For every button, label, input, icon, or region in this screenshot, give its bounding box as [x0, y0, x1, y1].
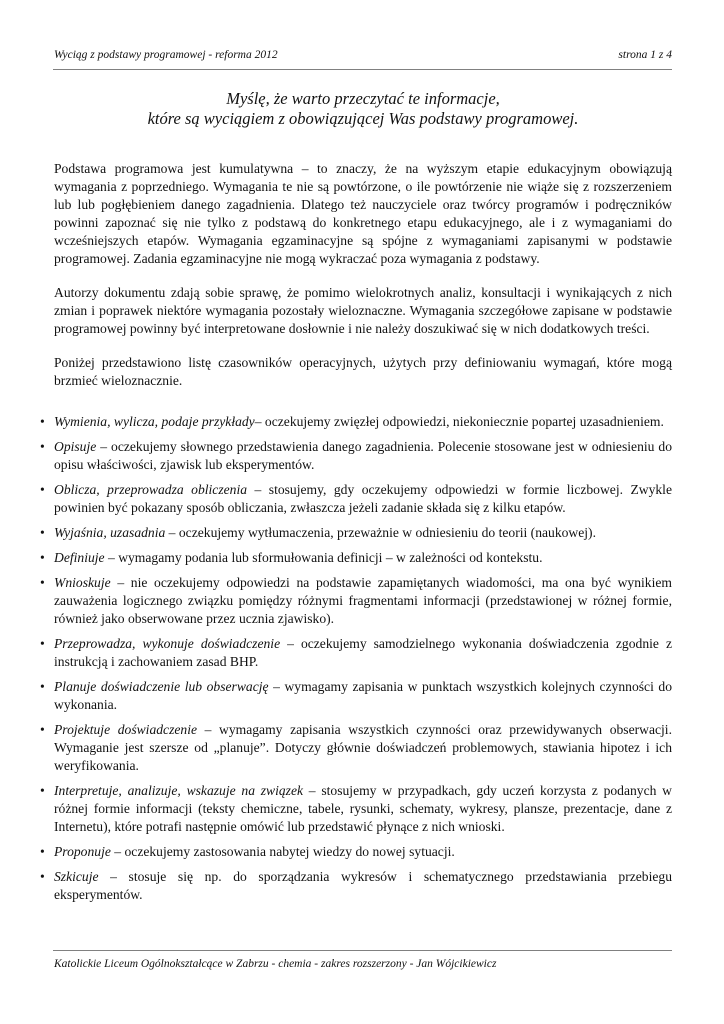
bullet-icon: • — [40, 783, 45, 798]
bullet-icon: • — [40, 575, 45, 590]
bullet-icon: • — [40, 550, 45, 565]
list-item — [40, 868, 672, 904]
verb-term: Definiuje — [54, 550, 105, 565]
header-title: Wyciąg z podstawy programowej - reforma 2012 — [54, 49, 278, 61]
verb-term: Oblicza, przeprowadza obliczenia — [54, 482, 248, 497]
bullet-icon: • — [40, 482, 45, 497]
paragraph-autorzy: Autorzy dokumentu zdają sobie sprawę, że pomimo wielokrotnych analiz, konsultacji i wynikających z nich zmian i poprawek niektóre wymagania pozostały wieloznaczne. Wymagania szczegółowe zapisane w podstawie programowej powinny być interpretowane dosłownie i nie należy doszukiwać się w nich dodatkowych treści. — [54, 285, 672, 336]
list-item — [40, 524, 672, 542]
verb-term: Wnioskuje — [54, 575, 111, 590]
header-divider — [53, 69, 672, 70]
list-item — [40, 843, 672, 861]
verb-term: Projektuje doświadczenie — [54, 722, 198, 737]
intro-line-1: Myślę, że warto przeczytać te informacje, — [226, 89, 500, 108]
footer-divider — [53, 950, 672, 951]
bullet-icon: • — [40, 844, 45, 859]
page-number: strona 1 z 4 — [618, 49, 672, 61]
paragraph-kumulatywna: Podstawa programowa jest kumulatywna – to znaczy, że na wyższym etapie edukacyjnym obowiązują wymagania z poprzedniego. Wymagania te nie są powtórzone, o ile powtórzenie nie wiąże się z rozszerzeniem lub lub pogłębieniem danego zagadnienia. Dlatego też nauczyciele oraz twórcy programów i podręczników powinni zapoznać się nie tylko z podstawą do konkretnego etapu edukacyjnego, ale i z wymaganiami do wcześniejszych etapów. Wymagania egzaminacyjne są spójne z wymaganiami zapisanymi w podstawie programowej. Zadania egzaminacyjne nie mogą wykraczać poza wymagania z podstawy. — [54, 161, 672, 266]
verb-description: – oczekujemy słownego przedstawienia danego zagadnienia. Polecenie stosowane jest w odniesieniu do opisu właściwości, zjawisk lub eksperymentów. — [54, 439, 672, 472]
verb-description: – wymagamy zapisania w punktach wszystkich kolejnych czynności do wykonania. — [54, 679, 672, 712]
paragraph-ponizej: Poniżej przedstawiono listę czasowników operacyjnych, użytych przy definiowaniu wymagań, które mogą brzmieć wieloznacznie. — [54, 355, 672, 388]
list-item — [40, 574, 672, 628]
verb-term: Szkicuje — [54, 869, 99, 884]
verb-term: Opisuje — [54, 439, 97, 454]
list-item — [40, 678, 672, 714]
verb-description: – wymagamy zapisania wszystkich czynności oraz przewidywanych obserwacji. Wymaganie jest szersze od „planuje”. Dotyczy głównie doświadczeń problemowych, stawiania hipotez i ich weryfikowania. — [54, 722, 672, 773]
operational-verbs-list — [40, 413, 673, 904]
verb-term: Wyjaśnia, uzasadnia — [54, 525, 166, 540]
verb-term: Przeprowadza, wykonuje doświadczenie — [54, 636, 281, 651]
list-item — [40, 413, 672, 431]
bullet-icon: • — [40, 869, 45, 884]
verb-description: – stosuje się np. do sporządzania wykresów i schematycznego przedstawiania przebiegu eksperymentów. — [54, 869, 672, 902]
intro-line-2: które są wyciągiem z obowiązującej Was podstawy programowej. — [147, 109, 579, 128]
verb-description: – wymagamy podania lub sformułowania definicji – w zależności od kontekstu. — [104, 550, 543, 565]
bullet-icon: • — [40, 414, 45, 429]
verb-term: Planuje doświadczenie lub obserwację — [54, 679, 269, 694]
bullet-icon: • — [40, 439, 45, 454]
document-body — [40, 160, 673, 911]
list-item — [40, 549, 672, 567]
verb-description: – oczekujemy zastosowania nabytej wiedzy do nowej sytuacji. — [110, 844, 455, 859]
bullet-icon: • — [40, 636, 45, 651]
verb-term: Proponuje — [54, 844, 111, 859]
verb-term: Interpretuje, analizuje, wskazuje na związek — [54, 783, 304, 798]
bullet-icon: • — [40, 722, 45, 737]
verb-description: – oczekujemy wytłumaczenia, przeważnie w odniesieniu do teorii (naukowej). — [165, 525, 596, 540]
verb-term: Wymienia, wylicza, podaje przykłady — [54, 414, 255, 429]
verb-description: – nie oczekujemy odpowiedzi na podstawie zapamiętanych wiadomości, ma ona być wynikiem zauważenia logicznego związku pomiędzy różnymi fragmentami informacji (przedstawionej w różnej formie, również jako obserwowane przez ucznia zjawisko). — [54, 575, 672, 626]
intro-heading — [54, 89, 672, 129]
list-item — [40, 481, 672, 517]
verb-description: – stosujemy, gdy oczekujemy odpowiedzi w formie liczbowej. Zwykle powinien być pokazany sposób obliczania, zwłaszcza jeżeli zadanie składa się z kilku etapów. — [54, 482, 672, 515]
page-header — [54, 49, 672, 61]
bullet-icon: • — [40, 525, 45, 540]
list-item — [40, 721, 672, 775]
bullet-icon: • — [40, 679, 45, 694]
list-item — [40, 782, 673, 836]
page-footer: Katolickie Liceum Ogólnokształcące w Zabrzu - chemia - zakres rozszerzony - Jan Wójcikiewicz — [54, 958, 497, 970]
verb-description: – oczekujemy zwięzłej odpowiedzi, niekoniecznie popartej uzasadnieniem. — [254, 414, 664, 429]
list-item — [40, 635, 672, 671]
list-item — [40, 438, 672, 474]
verb-description: – stosujemy w przypadkach, gdy uczeń korzysta z podanych w różnej formie informacji (teksty chemiczne, tabele, rysunki, schematy, wykresy, plansze, prezentacje, dane z Internetu), które potrafi następnie omówić lub przedstawić płynące z nich wnioski. — [54, 783, 673, 834]
verb-description: – oczekujemy samodzielnego wykonania doświadczenia zgodnie z instrukcją i zachowaniem zasad BHP. — [54, 636, 672, 669]
